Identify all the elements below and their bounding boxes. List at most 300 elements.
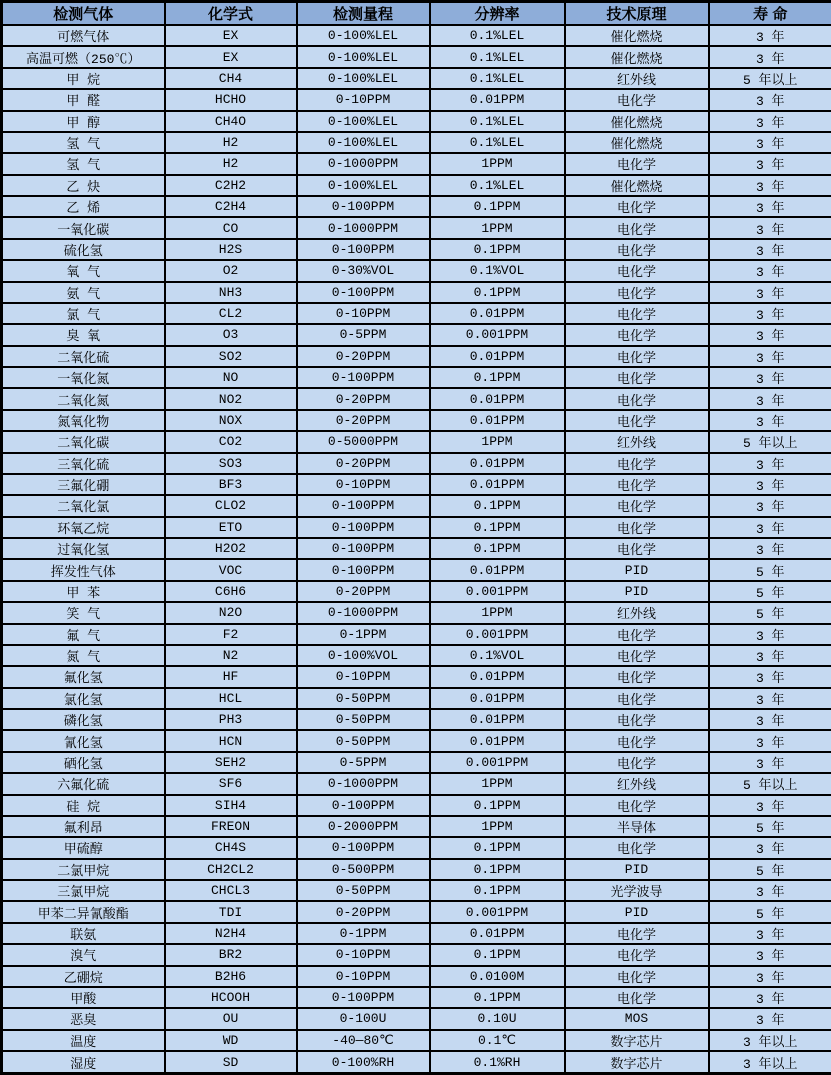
cell-formula: C2H2 — [165, 175, 297, 196]
cell-range: 0-100PPM — [297, 795, 430, 816]
cell-resolution: 0.001PPM — [430, 324, 565, 345]
cell-range: 0-100PPM — [297, 367, 430, 388]
cell-range: 0-100PPM — [297, 837, 430, 858]
table-row — [2, 260, 831, 281]
cell-formula: HF — [165, 666, 297, 687]
cell-principle: 电化学 — [565, 730, 709, 751]
table-row — [2, 624, 831, 645]
cell-principle: 电化学 — [565, 474, 709, 495]
cell-formula: N2O — [165, 602, 297, 623]
cell-lifespan: 3 年 — [709, 111, 831, 132]
table-row — [2, 773, 831, 794]
table-row — [2, 46, 831, 67]
cell-lifespan: 3 年 — [709, 923, 831, 944]
table-row — [2, 239, 831, 260]
cell-formula: SO2 — [165, 346, 297, 367]
cell-range: 0-10PPM — [297, 474, 430, 495]
cell-lifespan: 3 年 — [709, 388, 831, 409]
cell-gas-name: 一氧化氮 — [2, 367, 165, 388]
cell-resolution: 1PPM — [430, 217, 565, 238]
table-row — [2, 495, 831, 516]
cell-gas-name: 过氧化氢 — [2, 538, 165, 559]
cell-range: 0-100%RH — [297, 1051, 430, 1074]
cell-resolution: 0.1%LEL — [430, 111, 565, 132]
cell-gas-name: 甲 烷 — [2, 68, 165, 89]
cell-gas-name: 硅 烷 — [2, 795, 165, 816]
cell-formula: H2 — [165, 153, 297, 174]
cell-gas-name: 氯 气 — [2, 303, 165, 324]
cell-principle: 电化学 — [565, 752, 709, 773]
cell-range: 0-100%VOL — [297, 645, 430, 666]
cell-gas-name: 氮 气 — [2, 645, 165, 666]
cell-formula: N2H4 — [165, 923, 297, 944]
table-row — [2, 730, 831, 751]
cell-gas-name: 三氧化硫 — [2, 453, 165, 474]
cell-formula: ETO — [165, 517, 297, 538]
cell-gas-name: 甲苯二异氰酸酯 — [2, 901, 165, 922]
cell-gas-name: 联氨 — [2, 923, 165, 944]
cell-resolution: 0.01PPM — [430, 346, 565, 367]
column-header-resolution: 分辨率 — [430, 2, 565, 26]
cell-principle: 电化学 — [565, 923, 709, 944]
cell-gas-name: 氰化氢 — [2, 730, 165, 751]
cell-formula: NO — [165, 367, 297, 388]
cell-gas-name: 氟 气 — [2, 624, 165, 645]
cell-resolution: 0.01PPM — [430, 474, 565, 495]
cell-formula: O3 — [165, 324, 297, 345]
cell-range: 0-500PPM — [297, 859, 430, 880]
column-header-lifespan: 寿 命 — [709, 2, 831, 26]
cell-gas-name: 硫化氢 — [2, 239, 165, 260]
cell-lifespan: 3 年 — [709, 410, 831, 431]
cell-gas-name: 甲酸 — [2, 987, 165, 1008]
table-row — [2, 795, 831, 816]
cell-formula: CH2CL2 — [165, 859, 297, 880]
cell-principle: 电化学 — [565, 282, 709, 303]
cell-formula: HCHO — [165, 89, 297, 110]
cell-gas-name: 氧 气 — [2, 260, 165, 281]
cell-formula: CH4S — [165, 837, 297, 858]
cell-formula: BR2 — [165, 944, 297, 965]
cell-formula: TDI — [165, 901, 297, 922]
cell-principle: 电化学 — [565, 196, 709, 217]
cell-lifespan: 3 年 — [709, 752, 831, 773]
cell-principle: 电化学 — [565, 324, 709, 345]
cell-resolution: 0.1℃ — [430, 1030, 565, 1051]
cell-formula: HCL — [165, 688, 297, 709]
cell-principle: PID — [565, 581, 709, 602]
table-row — [2, 538, 831, 559]
cell-principle: 红外线 — [565, 68, 709, 89]
cell-range: 0-30%VOL — [297, 260, 430, 281]
table-row — [2, 196, 831, 217]
cell-resolution: 0.1PPM — [430, 239, 565, 260]
cell-resolution: 0.1PPM — [430, 517, 565, 538]
table-row — [2, 1051, 831, 1074]
cell-gas-name: 温度 — [2, 1030, 165, 1051]
cell-lifespan: 3 年 — [709, 730, 831, 751]
cell-principle: 电化学 — [565, 795, 709, 816]
cell-range: 0-100U — [297, 1008, 430, 1029]
cell-lifespan: 3 年 — [709, 688, 831, 709]
cell-principle: 数字芯片 — [565, 1051, 709, 1074]
cell-resolution: 0.1%VOL — [430, 260, 565, 281]
cell-formula: HCN — [165, 730, 297, 751]
cell-formula: VOC — [165, 559, 297, 580]
cell-formula: H2S — [165, 239, 297, 260]
cell-formula: CO — [165, 217, 297, 238]
gas-table-body — [2, 25, 831, 1074]
cell-range: 0-1000PPM — [297, 217, 430, 238]
cell-range: 0-100PPM — [297, 559, 430, 580]
cell-lifespan: 3 年 — [709, 538, 831, 559]
cell-lifespan: 3 年 — [709, 709, 831, 730]
cell-principle: 电化学 — [565, 410, 709, 431]
table-row — [2, 923, 831, 944]
cell-formula: FREON — [165, 816, 297, 837]
cell-resolution: 0.01PPM — [430, 709, 565, 730]
cell-formula: O2 — [165, 260, 297, 281]
cell-principle: 电化学 — [565, 303, 709, 324]
cell-resolution: 0.01PPM — [430, 688, 565, 709]
cell-gas-name: 挥发性气体 — [2, 559, 165, 580]
table-row — [2, 837, 831, 858]
cell-principle: MOS — [565, 1008, 709, 1029]
cell-gas-name: 氢 气 — [2, 132, 165, 153]
table-row — [2, 645, 831, 666]
cell-lifespan: 3 年 — [709, 837, 831, 858]
cell-principle: 电化学 — [565, 837, 709, 858]
table-row — [2, 880, 831, 901]
cell-lifespan: 3 年 — [709, 624, 831, 645]
cell-formula: SD — [165, 1051, 297, 1074]
cell-formula: CO2 — [165, 431, 297, 452]
cell-formula: SO3 — [165, 453, 297, 474]
cell-gas-name: 笑 气 — [2, 602, 165, 623]
cell-range: 0-10PPM — [297, 666, 430, 687]
cell-lifespan: 5 年 — [709, 901, 831, 922]
cell-resolution: 0.01PPM — [430, 730, 565, 751]
cell-formula: NH3 — [165, 282, 297, 303]
cell-principle: 电化学 — [565, 367, 709, 388]
cell-range: 0-20PPM — [297, 388, 430, 409]
cell-formula: CLO2 — [165, 495, 297, 516]
cell-gas-name: 可燃气体 — [2, 25, 165, 46]
cell-range: 0-100PPM — [297, 538, 430, 559]
table-row — [2, 944, 831, 965]
cell-resolution: 1PPM — [430, 602, 565, 623]
table-row — [2, 346, 831, 367]
cell-gas-name: 氢 气 — [2, 153, 165, 174]
cell-lifespan: 3 年 — [709, 966, 831, 987]
cell-range: 0-100PPM — [297, 239, 430, 260]
cell-formula: PH3 — [165, 709, 297, 730]
cell-resolution: 0.01PPM — [430, 559, 565, 580]
cell-gas-name: 二氧化碳 — [2, 431, 165, 452]
cell-resolution: 0.1PPM — [430, 795, 565, 816]
cell-gas-name: 甲 醛 — [2, 89, 165, 110]
cell-resolution: 0.1PPM — [430, 944, 565, 965]
cell-range: 0-100PPM — [297, 282, 430, 303]
cell-lifespan: 3 年 — [709, 153, 831, 174]
cell-lifespan: 3 年 — [709, 46, 831, 67]
cell-principle: 电化学 — [565, 346, 709, 367]
table-row — [2, 966, 831, 987]
cell-gas-name: 氨 气 — [2, 282, 165, 303]
cell-principle: 电化学 — [565, 89, 709, 110]
table-row — [2, 367, 831, 388]
cell-lifespan: 3 年 — [709, 260, 831, 281]
table-row — [2, 602, 831, 623]
cell-lifespan: 3 年 — [709, 239, 831, 260]
cell-resolution: 1PPM — [430, 431, 565, 452]
cell-resolution: 0.01PPM — [430, 388, 565, 409]
cell-resolution: 0.01PPM — [430, 410, 565, 431]
cell-lifespan: 3 年 — [709, 987, 831, 1008]
table-row — [2, 175, 831, 196]
cell-formula: SEH2 — [165, 752, 297, 773]
cell-lifespan: 3 年以上 — [709, 1051, 831, 1074]
cell-principle: 电化学 — [565, 260, 709, 281]
cell-range: 0-50PPM — [297, 880, 430, 901]
cell-lifespan: 5 年 — [709, 581, 831, 602]
table-row — [2, 25, 831, 46]
cell-gas-name: 乙 炔 — [2, 175, 165, 196]
cell-lifespan: 3 年 — [709, 517, 831, 538]
cell-principle: 红外线 — [565, 431, 709, 452]
cell-resolution: 0.0100M — [430, 966, 565, 987]
cell-principle: PID — [565, 901, 709, 922]
cell-principle: 电化学 — [565, 388, 709, 409]
cell-formula: NOX — [165, 410, 297, 431]
cell-principle: 半导体 — [565, 816, 709, 837]
cell-range: 0-1000PPM — [297, 773, 430, 794]
cell-lifespan: 3 年 — [709, 944, 831, 965]
cell-range: 0-20PPM — [297, 901, 430, 922]
cell-principle: 电化学 — [565, 495, 709, 516]
cell-gas-name: 磷化氢 — [2, 709, 165, 730]
cell-gas-name: 二氯甲烷 — [2, 859, 165, 880]
cell-gas-name: 三氟化硼 — [2, 474, 165, 495]
cell-gas-name: 甲 苯 — [2, 581, 165, 602]
cell-gas-name: 恶臭 — [2, 1008, 165, 1029]
cell-resolution: 0.1PPM — [430, 987, 565, 1008]
cell-principle: 催化燃烧 — [565, 111, 709, 132]
cell-resolution: 0.01PPM — [430, 89, 565, 110]
cell-gas-name: 三氯甲烷 — [2, 880, 165, 901]
table-row — [2, 132, 831, 153]
cell-resolution: 0.001PPM — [430, 581, 565, 602]
cell-resolution: 0.001PPM — [430, 624, 565, 645]
cell-lifespan: 3 年 — [709, 645, 831, 666]
cell-principle: 数字芯片 — [565, 1030, 709, 1051]
cell-range: 0-2000PPM — [297, 816, 430, 837]
cell-gas-name: 氮氧化物 — [2, 410, 165, 431]
cell-range: -40—80℃ — [297, 1030, 430, 1051]
cell-lifespan: 3 年 — [709, 795, 831, 816]
cell-principle: 电化学 — [565, 944, 709, 965]
cell-principle: 红外线 — [565, 773, 709, 794]
cell-range: 0-100%LEL — [297, 132, 430, 153]
cell-gas-name: 二氧化硫 — [2, 346, 165, 367]
cell-principle: 电化学 — [565, 217, 709, 238]
cell-formula: N2 — [165, 645, 297, 666]
table-row — [2, 581, 831, 602]
cell-lifespan: 5 年 — [709, 859, 831, 880]
cell-principle: 电化学 — [565, 688, 709, 709]
cell-principle: 催化燃烧 — [565, 132, 709, 153]
table-row — [2, 453, 831, 474]
cell-range: 0-50PPM — [297, 688, 430, 709]
cell-resolution: 0.1%RH — [430, 1051, 565, 1074]
cell-gas-name: 溴气 — [2, 944, 165, 965]
cell-range: 0-50PPM — [297, 709, 430, 730]
cell-principle: 电化学 — [565, 645, 709, 666]
cell-resolution: 0.1PPM — [430, 282, 565, 303]
table-row — [2, 111, 831, 132]
table-row — [2, 709, 831, 730]
cell-formula: C6H6 — [165, 581, 297, 602]
cell-formula: EX — [165, 46, 297, 67]
cell-lifespan: 5 年 — [709, 559, 831, 580]
cell-lifespan: 5 年以上 — [709, 773, 831, 794]
cell-lifespan: 3 年 — [709, 880, 831, 901]
table-row — [2, 901, 831, 922]
cell-formula: CL2 — [165, 303, 297, 324]
cell-lifespan: 3 年 — [709, 453, 831, 474]
cell-range: 0-1000PPM — [297, 602, 430, 623]
cell-gas-name: 硒化氢 — [2, 752, 165, 773]
cell-lifespan: 5 年 — [709, 602, 831, 623]
cell-principle: 电化学 — [565, 624, 709, 645]
cell-gas-name: 乙硼烷 — [2, 966, 165, 987]
table-row — [2, 388, 831, 409]
cell-gas-name: 湿度 — [2, 1051, 165, 1074]
cell-formula: C2H4 — [165, 196, 297, 217]
cell-lifespan: 3 年 — [709, 324, 831, 345]
table-row — [2, 987, 831, 1008]
table-row — [2, 431, 831, 452]
cell-resolution: 0.10U — [430, 1008, 565, 1029]
cell-formula: WD — [165, 1030, 297, 1051]
cell-range: 0-100PPM — [297, 495, 430, 516]
cell-principle: 红外线 — [565, 602, 709, 623]
column-header-principle: 技术原理 — [565, 2, 709, 26]
table-row — [2, 816, 831, 837]
table-row — [2, 559, 831, 580]
cell-resolution: 0.001PPM — [430, 901, 565, 922]
cell-range: 0-50PPM — [297, 730, 430, 751]
table-row — [2, 153, 831, 174]
cell-lifespan: 3 年 — [709, 25, 831, 46]
cell-gas-name: 一氧化碳 — [2, 217, 165, 238]
table-row — [2, 89, 831, 110]
cell-formula: H2 — [165, 132, 297, 153]
cell-principle: 电化学 — [565, 538, 709, 559]
column-header-formula: 化学式 — [165, 2, 297, 26]
cell-lifespan: 3 年 — [709, 282, 831, 303]
cell-range: 0-20PPM — [297, 453, 430, 474]
cell-formula: BF3 — [165, 474, 297, 495]
cell-range: 0-5000PPM — [297, 431, 430, 452]
cell-principle: 催化燃烧 — [565, 175, 709, 196]
cell-principle: PID — [565, 559, 709, 580]
cell-gas-name: 环氧乙烷 — [2, 517, 165, 538]
cell-resolution: 1PPM — [430, 153, 565, 174]
cell-formula: CH4O — [165, 111, 297, 132]
cell-lifespan: 3 年 — [709, 367, 831, 388]
cell-gas-name: 氟化氢 — [2, 666, 165, 687]
cell-principle: 电化学 — [565, 153, 709, 174]
cell-lifespan: 3 年 — [709, 89, 831, 110]
cell-gas-name: 氯化氢 — [2, 688, 165, 709]
column-header-range: 检测量程 — [297, 2, 430, 26]
cell-principle: 催化燃烧 — [565, 46, 709, 67]
cell-range: 0-100%LEL — [297, 46, 430, 67]
table-row — [2, 324, 831, 345]
column-header-gas-name: 检测气体 — [2, 2, 165, 26]
table-header — [2, 2, 831, 26]
table-row — [2, 474, 831, 495]
cell-formula: SIH4 — [165, 795, 297, 816]
cell-range: 0-1PPM — [297, 923, 430, 944]
cell-formula: OU — [165, 1008, 297, 1029]
cell-principle: 电化学 — [565, 966, 709, 987]
cell-formula: NO2 — [165, 388, 297, 409]
cell-lifespan: 3 年 — [709, 217, 831, 238]
cell-lifespan: 3 年 — [709, 666, 831, 687]
table-row — [2, 859, 831, 880]
cell-range: 0-10PPM — [297, 944, 430, 965]
cell-lifespan: 3 年 — [709, 495, 831, 516]
cell-lifespan: 3 年 — [709, 474, 831, 495]
cell-gas-name: 臭 氧 — [2, 324, 165, 345]
cell-principle: 光学波导 — [565, 880, 709, 901]
cell-range: 0-20PPM — [297, 581, 430, 602]
table-row — [2, 752, 831, 773]
cell-resolution: 0.01PPM — [430, 666, 565, 687]
cell-gas-name: 六氟化硫 — [2, 773, 165, 794]
cell-formula: HCOOH — [165, 987, 297, 1008]
cell-principle: 电化学 — [565, 709, 709, 730]
cell-resolution: 0.01PPM — [430, 453, 565, 474]
table-row — [2, 217, 831, 238]
cell-resolution: 0.1PPM — [430, 880, 565, 901]
cell-range: 0-100PPM — [297, 517, 430, 538]
cell-principle: 电化学 — [565, 666, 709, 687]
table-row — [2, 282, 831, 303]
cell-range: 0-5PPM — [297, 752, 430, 773]
cell-lifespan: 3 年以上 — [709, 1030, 831, 1051]
cell-resolution: 0.1%LEL — [430, 132, 565, 153]
cell-resolution: 0.1%VOL — [430, 645, 565, 666]
cell-resolution: 0.1%LEL — [430, 46, 565, 67]
cell-lifespan: 3 年 — [709, 196, 831, 217]
table-row — [2, 1008, 831, 1029]
cell-range: 0-10PPM — [297, 966, 430, 987]
cell-gas-name: 二氧化氮 — [2, 388, 165, 409]
cell-resolution: 0.1%LEL — [430, 175, 565, 196]
cell-lifespan: 3 年 — [709, 346, 831, 367]
cell-resolution: 1PPM — [430, 773, 565, 794]
cell-range: 0-20PPM — [297, 410, 430, 431]
cell-resolution: 0.1PPM — [430, 859, 565, 880]
cell-principle: 电化学 — [565, 453, 709, 474]
cell-gas-name: 甲硫醇 — [2, 837, 165, 858]
cell-range: 0-100PPM — [297, 987, 430, 1008]
cell-resolution: 0.1PPM — [430, 495, 565, 516]
cell-lifespan: 5 年以上 — [709, 431, 831, 452]
